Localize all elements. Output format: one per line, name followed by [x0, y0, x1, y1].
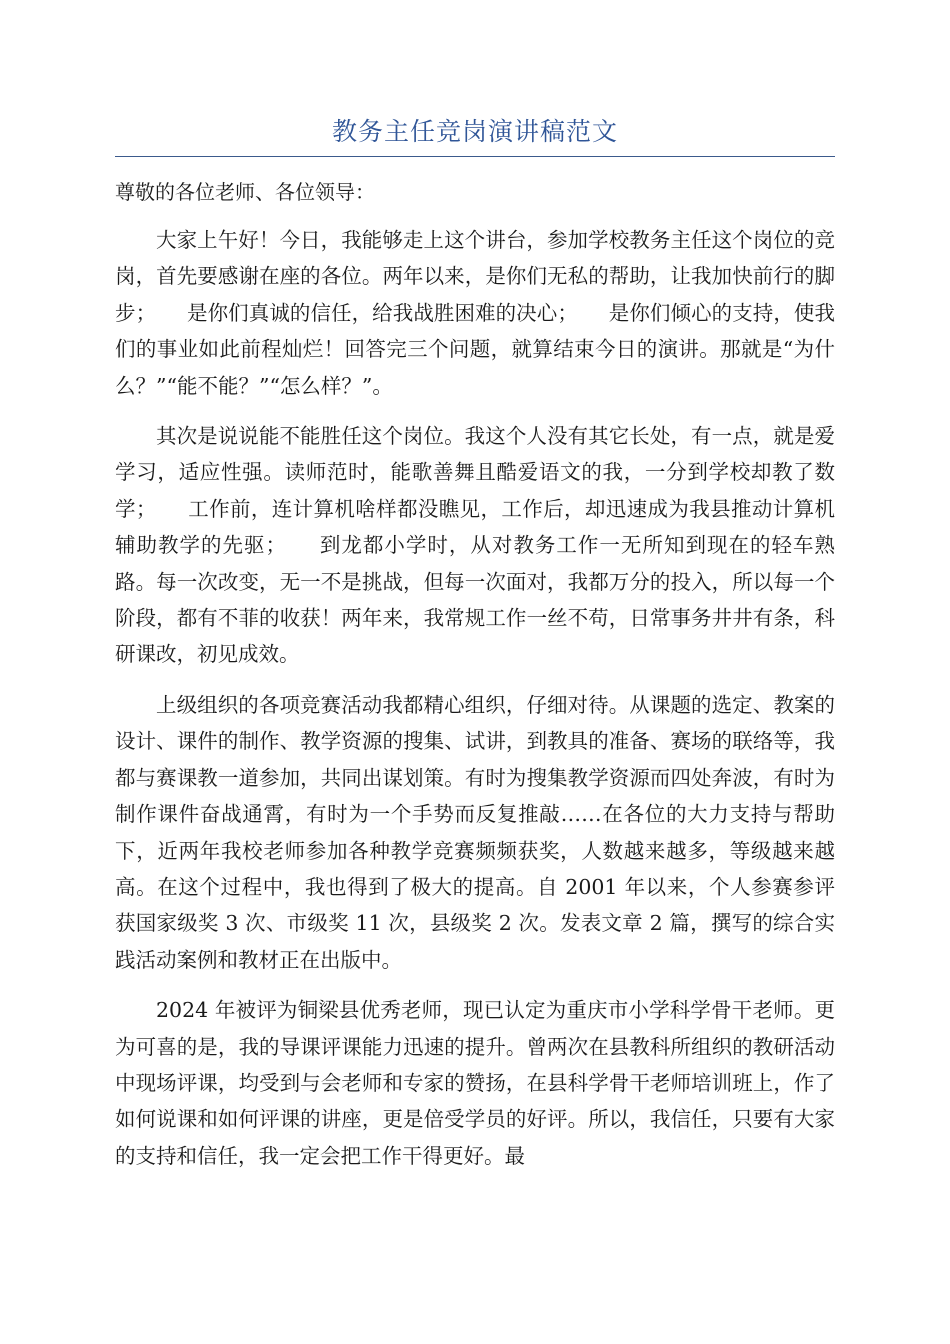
document-body [115, 174, 835, 1188]
paragraph-2: 其次是说说能不能胜任这个岗位。我这个人没有其它长处，有一点，就是爱学习，适应性强。读师范时，能歌善舞且酷爱语文的我，一分到学校却教了数学； 工作前，连计算机啥样都没瞧见，工作后，却迅速成为我县推动计算机辅助教学的先驱； 到龙都小学时，从对教务工作一无所知到现在的轻车熟路。每一次改变，无一不是挑战，但每一次面对，我都万分的投入，所以每一个阶段，都有不菲的收获！两年来，我常规工作一丝不苟，日常事务井井有条，科研课改，初见成效。 [115, 424, 835, 667]
paragraph-1: 大家上午好！今日，我能够走上这个讲台，参加学校教务主任这个岗位的竞岗，首先要感谢在座的各位。两年以来，是你们无私的帮助，让我加快前行的脚步； 是你们真诚的信任，给我战胜困难的决心； 是你们倾心的支持，使我们的事业如此前程灿烂！回答完三个问题，就算结束今日的演讲。那就是“为什么？”“能不能？”“怎么样？”。 [115, 228, 835, 398]
paragraph-3: 上级组织的各项竞赛活动我都精心组织，仔细对待。从课题的选定、教案的设计、课件的制作、教学资源的搜集、试讲，到教具的准备、赛场的联络等，我都与赛课教一道参加，共同出谋划策。有时为搜集教学资源而四处奔波，有时为制作课件奋战通霄，有时为一个手势而反复推敲……在各位的大力支持与帮助下，近两年我校老师参加各种教学竞赛频频获奖，人数越来越多，等级越来越高。在这个过程中，我也得到了极大的提高。自 2001 年以来，个人参赛参评获国家级奖 3 次、市级奖 11 次，县级奖 2 次。发表文章 2 篇，撰写的综合实践活动案例和教材正在出版中。 [115, 692, 835, 972]
salutation: 尊敬的各位老师、各位领导： [115, 180, 375, 204]
paragraph-4: 2024 年被评为铜梁县优秀老师，现已认定为重庆市小学科学骨干老师。更为可喜的是，我的导课评课能力迅速的提升。曾两次在县教科所组织的教研活动中现场评课，均受到与会老师和专家的赞扬，在县科学骨干老师培训班上，作了如何说课和如何评课的讲座，更是倍受学员的好评。所以，我信任，只要有大家的支持和信任，我一定会把工作干得更好。最 [115, 998, 835, 1168]
title-block [115, 112, 835, 157]
page-title: 教务主任竞岗演讲稿范文 [331, 117, 618, 146]
